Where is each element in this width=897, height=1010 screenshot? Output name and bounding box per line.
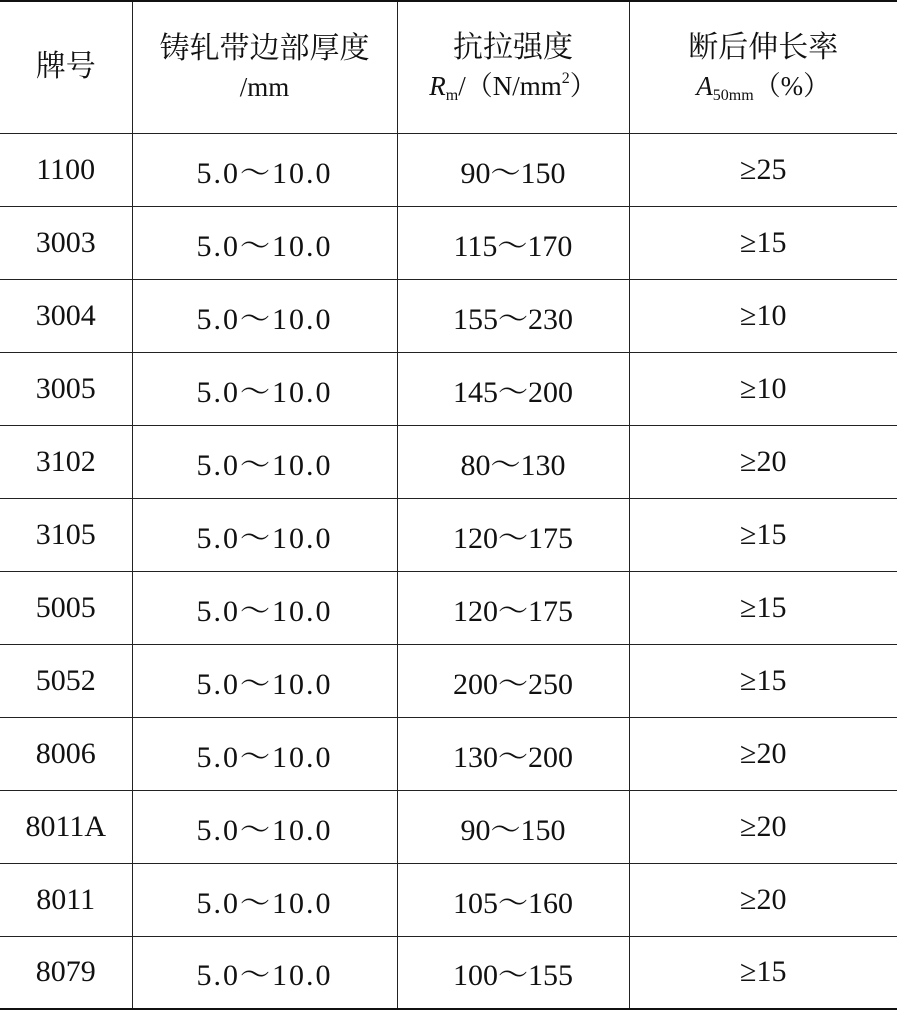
header-grade <box>0 1 132 133</box>
cell-thickness: 5.0～10.0 <box>132 571 397 644</box>
cell-thickness: 5.0～10.0 <box>132 133 397 206</box>
table-row <box>0 352 897 425</box>
cell-grade: 3004 <box>0 279 132 352</box>
cell-elongation: ≥20 <box>629 717 897 790</box>
cell-strength: 130～200 <box>397 717 629 790</box>
header-tensile-strength <box>397 1 629 133</box>
table-row <box>0 936 897 1009</box>
cell-elongation: ≥15 <box>629 498 897 571</box>
cell-elongation: ≥15 <box>629 936 897 1009</box>
table-row <box>0 717 897 790</box>
cell-grade: 3102 <box>0 425 132 498</box>
tensile-unit-exponent: 2 <box>561 70 570 88</box>
cell-elongation: ≥20 <box>629 863 897 936</box>
cell-grade: 8011A <box>0 790 132 863</box>
cell-elongation: ≥15 <box>629 644 897 717</box>
header-thickness-label: 铸轧带边部厚度 <box>159 30 370 66</box>
cell-thickness: 5.0～10.0 <box>132 717 397 790</box>
cell-elongation: ≥25 <box>629 133 897 206</box>
cell-elongation: ≥20 <box>629 790 897 863</box>
header-tensile-strength-unit <box>398 68 629 107</box>
cell-strength: 120～175 <box>397 498 629 571</box>
cell-elongation: ≥10 <box>629 279 897 352</box>
cell-thickness: 5.0～10.0 <box>132 936 397 1009</box>
cell-grade: 8079 <box>0 936 132 1009</box>
elongation-symbol-index: 50mm <box>712 87 754 105</box>
table-row <box>0 571 897 644</box>
cell-thickness: 5.0～10.0 <box>132 279 397 352</box>
tensile-unit-post: ） <box>569 71 597 102</box>
elongation-unit: （%） <box>753 71 831 102</box>
cell-grade: 3105 <box>0 498 132 571</box>
table-row <box>0 644 897 717</box>
cell-strength: 200～250 <box>397 644 629 717</box>
table-row <box>0 206 897 279</box>
cell-grade: 3005 <box>0 352 132 425</box>
cell-elongation: ≥15 <box>629 206 897 279</box>
cell-strength: 100～155 <box>397 936 629 1009</box>
cell-thickness: 5.0～10.0 <box>132 498 397 571</box>
cell-thickness: 5.0～10.0 <box>132 425 397 498</box>
cell-grade: 1100 <box>0 133 132 206</box>
cell-elongation: ≥15 <box>629 571 897 644</box>
cell-strength: 115～170 <box>397 206 629 279</box>
cell-thickness: 5.0～10.0 <box>132 352 397 425</box>
table-row <box>0 133 897 206</box>
table-header <box>0 1 897 133</box>
cell-strength: 90～150 <box>397 790 629 863</box>
header-grade-label: 牌号 <box>35 49 96 84</box>
cell-elongation: ≥10 <box>629 352 897 425</box>
cell-grade: 8006 <box>0 717 132 790</box>
tensile-symbol: R <box>429 71 446 102</box>
header-row <box>0 1 897 133</box>
cell-strength: 80～130 <box>397 425 629 498</box>
cell-grade: 5052 <box>0 644 132 717</box>
cell-thickness: 5.0～10.0 <box>132 644 397 717</box>
cell-grade: 3003 <box>0 206 132 279</box>
header-thickness <box>132 1 397 133</box>
cell-strength: 155～230 <box>397 279 629 352</box>
table-row <box>0 279 897 352</box>
cell-thickness: 5.0～10.0 <box>132 863 397 936</box>
cell-thickness: 5.0～10.0 <box>132 206 397 279</box>
cell-grade: 5005 <box>0 571 132 644</box>
tensile-unit-pre: /（N/mm <box>458 71 562 102</box>
header-thickness-unit: /mm <box>239 72 290 103</box>
cell-strength: 105～160 <box>397 863 629 936</box>
header-elongation <box>629 1 897 133</box>
header-elongation-unit <box>630 68 897 107</box>
elongation-symbol: A <box>696 71 713 102</box>
cell-elongation: ≥20 <box>629 425 897 498</box>
header-tensile-strength-label: 抗拉强度 <box>453 29 573 65</box>
table-row <box>0 425 897 498</box>
table-row <box>0 863 897 936</box>
cell-strength: 145～200 <box>397 352 629 425</box>
table-body <box>0 133 897 1009</box>
table-row <box>0 498 897 571</box>
cell-strength: 90～150 <box>397 133 629 206</box>
cell-thickness: 5.0～10.0 <box>132 790 397 863</box>
cell-grade: 8011 <box>0 863 132 936</box>
tensile-symbol-index: m <box>445 87 459 105</box>
cell-strength: 120～175 <box>397 571 629 644</box>
table-row <box>0 790 897 863</box>
header-elongation-label: 断后伸长率 <box>688 29 839 65</box>
